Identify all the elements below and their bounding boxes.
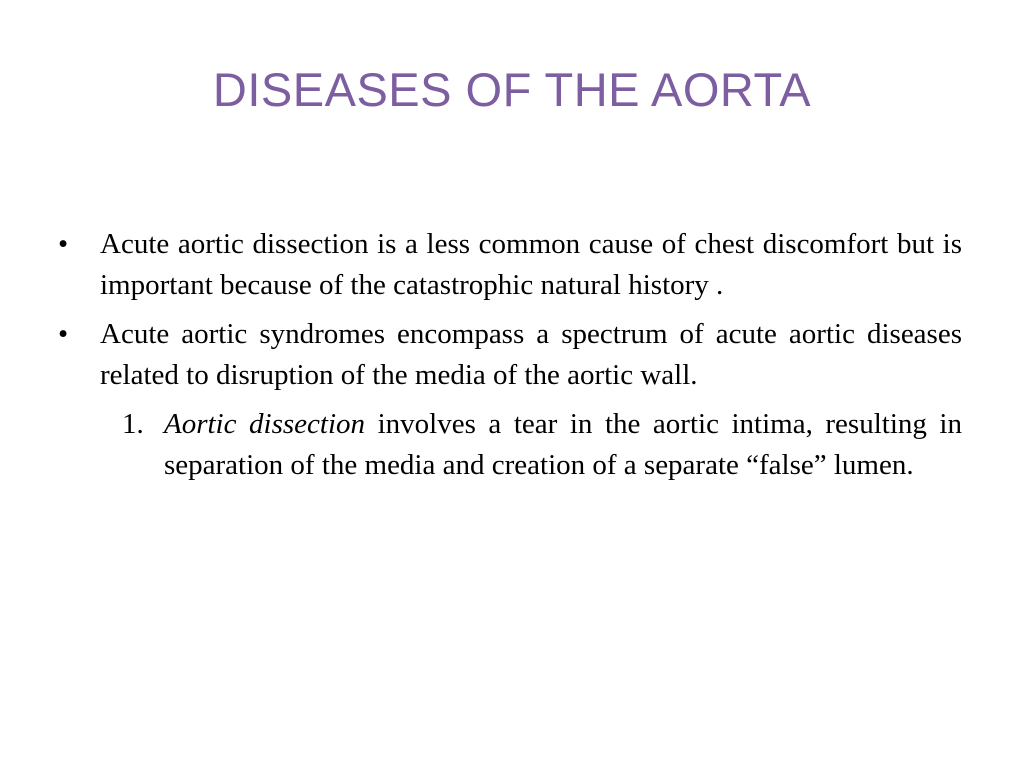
slide-title: DISEASES OF THE AORTA [212,63,812,116]
subitem-text: involves a tear in the aortic intima, resulting in separation of the media and creation of a separate “false” lumen. [164,408,962,481]
bullet-icon: • [58,318,69,350]
bullet-text: Acute aortic dissection is a less common cause of chest discomfort but is important because of the catastrophic natural history . [100,228,962,301]
bullet-item [58,224,962,306]
bullet-item [58,314,962,396]
bullet-icon: • [58,228,69,260]
numbered-subitem [58,404,962,486]
slide-body [58,224,962,486]
subitem-term: Aortic dissection [164,408,366,440]
bullet-text: Acute aortic syndromes encompass a spectrum of acute aortic diseases related to disruption of the media of the aortic wall. [100,318,962,391]
subitem-number: 1. [122,408,144,440]
